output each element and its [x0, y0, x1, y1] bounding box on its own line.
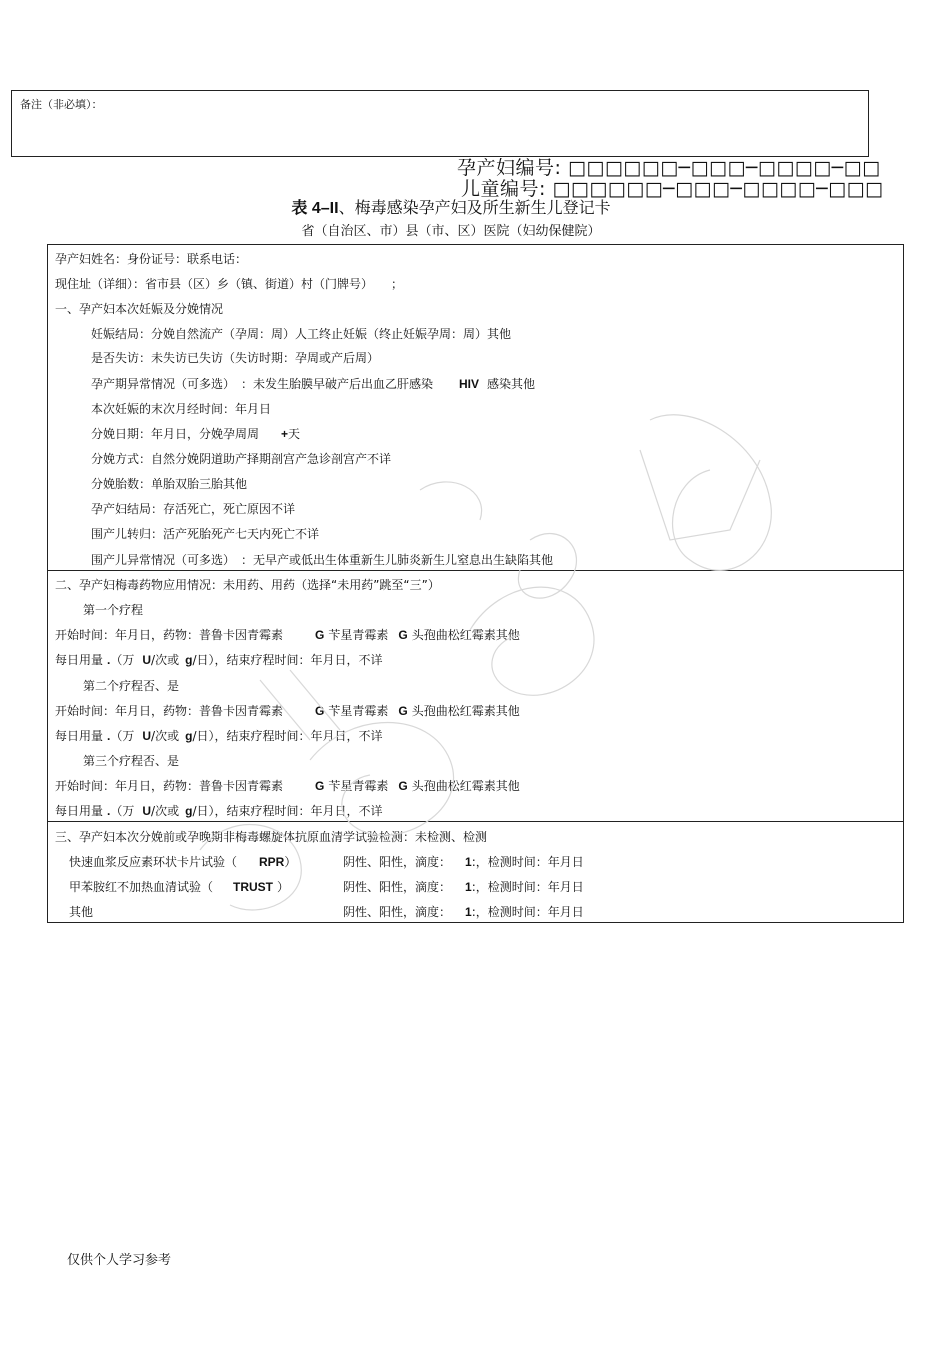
dose-dot: . [107, 653, 111, 667]
dose-u: U [142, 653, 152, 667]
other-test-name: 其他 [69, 905, 94, 919]
start-text: 开始时间：年月日，药物：普鲁卡因青霉素 [55, 628, 284, 642]
trust-code: TRUST [233, 880, 274, 894]
g-label: G [315, 704, 325, 718]
delivery-date [91, 425, 300, 442]
result-text: 阴性、阳性，滴度： [343, 855, 452, 869]
benzathine-label: 苄星青霉素 [328, 779, 389, 793]
dose-unit-open: （万 [110, 804, 135, 818]
course-1-label: 第一个疗程 [83, 603, 144, 617]
section-3-title: 三、孕产妇本次分娩前或孕晚期非梅毒螺旋体抗原血清学试验检测：未检测、检测 [55, 830, 488, 844]
course-2-start [55, 702, 520, 719]
abnormal-conditions-text: 孕产期异常情况（可多选） ：未发生胎膜早破产后出血乙肝感染 [91, 377, 434, 391]
course-3-label: 第三个疗程否、是 [83, 754, 180, 768]
titer-one: 1 [465, 880, 472, 894]
other-drugs-label: 头孢曲松红霉素其他 [411, 704, 520, 718]
dose-or: /次或 [151, 653, 180, 667]
dose-end: /日），结束疗程时间：年月日，不详 [192, 804, 383, 818]
title-code: 表 4–II [291, 200, 339, 217]
titer-one: 1 [465, 905, 472, 919]
remarks-label: 备注（非必填）： [20, 98, 103, 111]
g-label: G [398, 704, 408, 718]
title-text: 、梅毒感染孕产妇及所生新生儿登记卡 [338, 198, 611, 217]
dose-g: g [185, 729, 193, 743]
result-text: 阴性、阳性，滴度： [343, 905, 452, 919]
g-label: G [398, 628, 408, 642]
result-tail: :，检测时间：年月日 [471, 880, 584, 894]
dose-g: g [185, 804, 193, 818]
rpr-close: ） [284, 855, 297, 869]
mother-id: 孕产妇编号: □□□□□□─□□□─□□□□─□□ [457, 157, 881, 179]
g-label: G [315, 628, 325, 642]
dose-u: U [142, 729, 152, 743]
start-text: 开始时间：年月日，药物：普鲁卡因青霉素 [55, 779, 284, 793]
dose-label: 每日用量 [55, 653, 104, 667]
dose-label: 每日用量 [55, 804, 104, 818]
perinatal-abnormal: 围产儿异常情况（可多选） ：无早产或低出生体重新生儿肺炎新生儿窒息出生缺陷其他 [91, 553, 554, 567]
other-drugs-label: 头孢曲松红霉素其他 [411, 779, 520, 793]
section-divider [48, 570, 903, 571]
titer-one: 1 [465, 855, 472, 869]
dose-end: /日），结束疗程时间：年月日，不详 [192, 729, 383, 743]
remarks-box [11, 90, 869, 157]
dose-or: /次或 [151, 729, 180, 743]
fetus-count: 分娩胎数：单胎双胎三胎其他 [91, 477, 248, 491]
dose-end: /日），结束疗程时间：年月日，不详 [192, 653, 383, 667]
registration-form [47, 244, 904, 923]
course-1-start [55, 626, 520, 643]
delivery-method: 分娩方式：自然分娩阴道助产择期剖宫产急诊剖宫产不详 [91, 452, 392, 466]
trust-close: ） [277, 880, 290, 894]
perinatal-outcome: 围产儿转归：活产死胎死产七天内死亡不详 [91, 527, 320, 541]
plus-sign: + [281, 427, 289, 441]
section-1-title: 一、孕产妇本次妊娠及分娩情况 [55, 302, 224, 316]
section-2-title: 二、孕产妇梅毒药物应用情况：未用药、用药（选择“未用药”跳至“三”） [55, 578, 440, 592]
address-line: 现住址（详细）：省市县（区）乡（镇、街道）村（门牌号） ； [55, 277, 404, 291]
rpr-name: 快速血浆反应素环状卡片试验（ [69, 855, 238, 869]
footer-note: 仅供个人学习参考 [67, 1253, 172, 1268]
dose-g: g [185, 653, 193, 667]
days-label: 天 [288, 427, 301, 441]
trust-test-name [69, 878, 289, 895]
start-text: 开始时间：年月日，药物：普鲁卡因青霉素 [55, 704, 284, 718]
result-text: 阴性、阳性，滴度： [343, 880, 452, 894]
trust-result [343, 878, 584, 895]
dose-unit-open: （万 [110, 729, 135, 743]
g-label: G [315, 779, 325, 793]
course-2-dose [55, 727, 382, 744]
trust-name: 甲苯胺红不加热血清试验（ [69, 880, 214, 894]
result-tail: :，检测时间：年月日 [471, 905, 584, 919]
dose-label: 每日用量 [55, 729, 104, 743]
child-id: 儿童编号: □□□□□□─□□□─□□□□─□□□ [461, 178, 884, 200]
rpr-result [343, 853, 584, 870]
rpr-test-name [69, 853, 296, 870]
section-divider [48, 821, 903, 822]
page-title [0, 195, 902, 218]
abnormal-conditions [91, 375, 535, 392]
benzathine-label: 苄星青霉素 [328, 628, 389, 642]
course-3-dose [55, 802, 382, 819]
dose-or: /次或 [151, 804, 180, 818]
abnormal-conditions-tail: 感染其他 [487, 377, 536, 391]
dose-dot: . [107, 804, 111, 818]
course-3-start [55, 777, 520, 794]
result-tail: :，检测时间：年月日 [471, 855, 584, 869]
mother-name-line: 孕产妇姓名：身份证号：联系电话： [55, 252, 248, 266]
mother-outcome: 孕产妇结局：存活死亡，死亡原因不详 [91, 502, 296, 516]
page-subtitle: 省（自治区、市）县（市、区）医院（妇幼保健院） [301, 224, 601, 239]
delivery-date-text: 分娩日期：年月日，分娩孕周周 [91, 427, 260, 441]
course-1-dose [55, 651, 382, 668]
pregnancy-outcome: 妊娠结局：分娩自然流产（孕周：周）人工终止妊娠（终止妊娠孕周：周）其他 [91, 327, 512, 341]
course-2-label: 第二个疗程否、是 [83, 679, 180, 693]
g-label: G [398, 779, 408, 793]
benzathine-label: 苄星青霉素 [328, 704, 389, 718]
other-drugs-label: 头孢曲松红霉素其他 [411, 628, 520, 642]
dose-unit-open: （万 [110, 653, 135, 667]
dose-u: U [142, 804, 152, 818]
hiv-label: HIV [459, 377, 480, 391]
rpr-code: RPR [259, 855, 285, 869]
dose-dot: . [107, 729, 111, 743]
follow-up-status: 是否失访：未失访已失访（失访时期：孕周或产后周） [91, 351, 380, 365]
other-result [343, 903, 584, 920]
last-menstrual-period: 本次妊娠的末次月经时间：年月日 [91, 402, 272, 416]
